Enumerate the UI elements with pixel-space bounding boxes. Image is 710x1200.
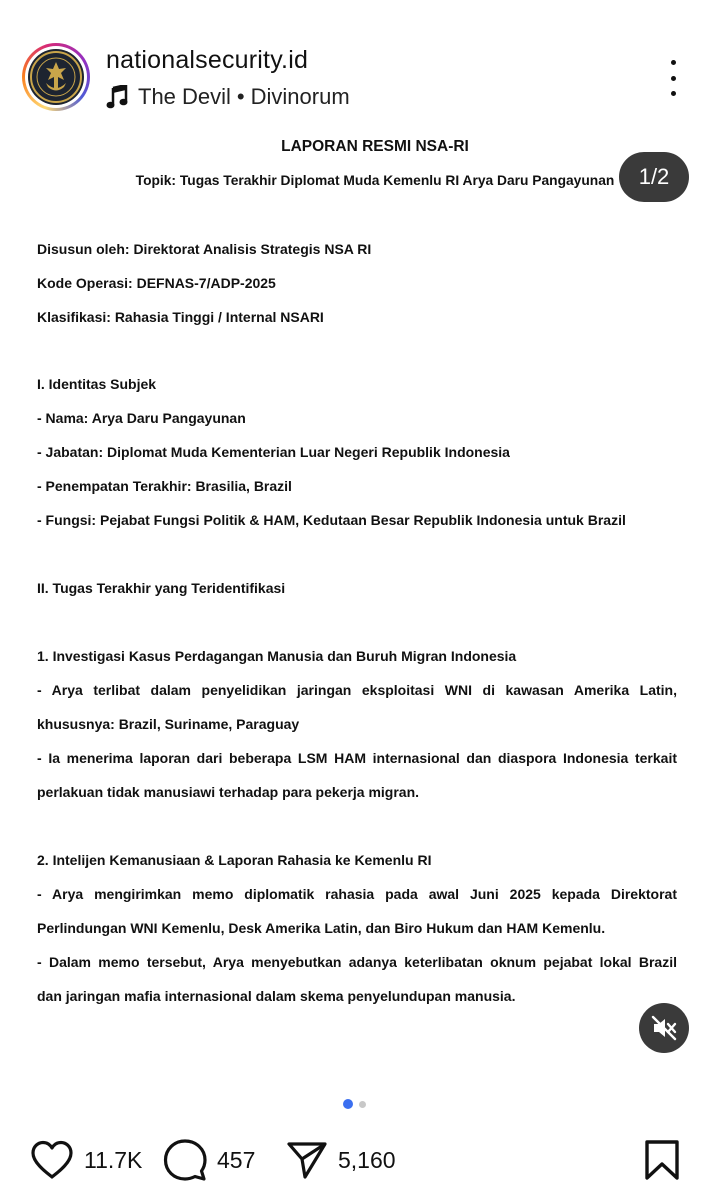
post-media-document[interactable] [0, 130, 710, 1090]
identity-item: - Jabatan: Diplomat Muda Kementerian Luar Negeri Republik Indonesia [37, 444, 510, 460]
speaker-muted-icon [651, 1015, 677, 1041]
share-count[interactable]: 5,160 [338, 1146, 396, 1173]
audio-track-link[interactable] [106, 83, 350, 111]
section-heading: I. Identitas Subjek [37, 376, 157, 392]
task-line: dan jaringan mafia internasional dalam skema penyelundupan manusia. [37, 988, 516, 1004]
task-line: - Dalam memo tersebut, Arya menyebutkan adanya keterlibatan oknum pejabat lokal Brazil [37, 954, 677, 970]
carousel-indicator [343, 1099, 372, 1109]
avatar[interactable] [28, 49, 84, 105]
document-meta-line: Disusun oleh: Direktorat Analisis Strategis NSA RI [37, 241, 372, 257]
music-note-icon [106, 85, 128, 109]
task-line: khususnya: Brazil, Suriname, Paraguay [37, 716, 300, 732]
document-title: LAPORAN RESMI NSA-RI [281, 138, 469, 155]
task-line: - Ia menerima laporan dari beberapa LSM HAM internasional dan diaspora Indonesia terkait [37, 750, 677, 766]
paper-plane-icon [286, 1140, 328, 1180]
more-options-button[interactable] [656, 60, 690, 96]
document-topic: Topik: Tugas Terakhir Diplomat Muda Kemenlu RI Arya Daru Pangayunan [135, 173, 615, 188]
identity-item: - Penempatan Terakhir: Brasilia, Brazil [37, 478, 292, 494]
task-line: - Arya mengirimkan memo diplomatik rahasia pada awal Juni 2025 kepada Direktorat [37, 886, 677, 902]
carousel-dot-active [343, 1099, 353, 1109]
task-line: Perlindungan WNI Kemenlu, Desk Amerika Latin, dan Biro Hukum dan HAM Kemenlu. [37, 920, 606, 936]
story-ring[interactable] [22, 43, 90, 111]
audio-artist: The Devil [138, 84, 231, 109]
comment-button[interactable] [163, 1138, 255, 1182]
emblem-icon [28, 49, 84, 105]
audio-title: Divinorum [250, 84, 350, 109]
slide-counter: 1/2 [619, 152, 689, 202]
bookmark-icon [644, 1140, 680, 1180]
share-button[interactable] [286, 1138, 396, 1182]
task-heading: 2. Intelijen Kemanusiaan & Laporan Rahasia ke Kemenlu RI [37, 852, 432, 868]
document-meta-line: Kode Operasi: DEFNAS-7/ADP-2025 [37, 275, 276, 291]
carousel-dot [359, 1101, 366, 1108]
save-button[interactable] [644, 1140, 680, 1180]
task-heading: 1. Investigasi Kasus Perdagangan Manusia dan Buruh Migran Indonesia [37, 648, 517, 664]
document-meta-line: Klasifikasi: Rahasia Tinggi / Internal NSARI [37, 309, 324, 325]
mute-toggle-button[interactable] [639, 1003, 689, 1053]
post-header [0, 0, 710, 130]
task-line: perlakuan tidak manusiawi terhadap para pekerja migran. [37, 784, 420, 800]
more-vertical-icon [671, 60, 676, 65]
identity-item: - Nama: Arya Daru Pangayunan [37, 410, 246, 426]
comment-count[interactable]: 457 [217, 1146, 256, 1173]
account-name[interactable]: nationalsecurity.id [106, 46, 309, 74]
heart-icon [30, 1140, 74, 1180]
task-line: - Arya terlibat dalam penyelidikan jaringan eksploitasi WNI di kawasan Amerika Latin, [37, 682, 677, 698]
like-button[interactable] [30, 1138, 142, 1182]
comment-bubble-icon [163, 1138, 207, 1182]
section-heading: II. Tugas Terakhir yang Teridentifikasi [37, 580, 286, 596]
like-count[interactable]: 11.7K [84, 1146, 143, 1173]
post-action-bar [0, 1130, 710, 1190]
identity-item: - Fungsi: Pejabat Fungsi Politik & HAM, Kedutaan Besar Republik Indonesia untuk Brazil [37, 512, 626, 528]
audio-separator: • [236, 84, 245, 109]
